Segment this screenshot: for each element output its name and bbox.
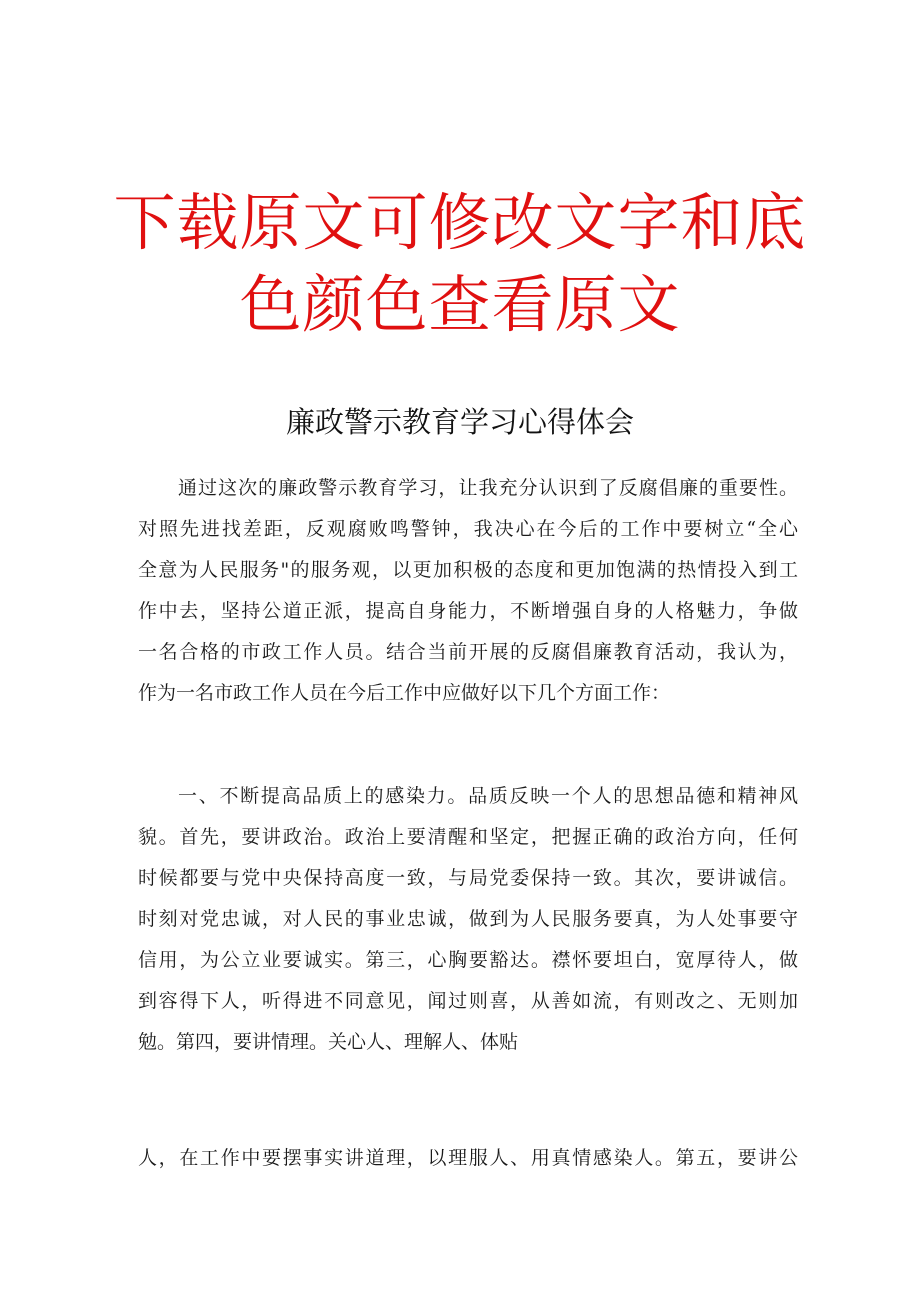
document-title: 廉政警示教育学习心得体会 (285, 405, 634, 439)
paragraph-line: 作中去，坚持公道正派，提高自身能力，不断增强自身的人格魅力，争做 (138, 600, 798, 622)
paragraph-line: 一、不断提高品质上的感染力。品质反映一个人的思想品德和精神风 (178, 785, 798, 807)
paragraph-2 (138, 776, 798, 1063)
download-banner[interactable] (0, 182, 920, 346)
paragraph-line: 通过这次的廉政警示教育学习，让我充分认识到了反腐倡廉的重要性。 (178, 477, 798, 499)
banner-line-1[interactable]: 下载原文可修改文字和底 (113, 186, 807, 259)
paragraph-line: 时候都要与党中央保持高度一致，与局党委保持一致。其次，要讲诚信。 (138, 867, 798, 889)
paragraph-line: 一名合格的市政工作人员。结合当前开展的反腐倡廉教育活动，我认为， (138, 641, 798, 663)
paragraph-line: 全意为人民服务"的服务观，以更加积极的态度和更加饱满的热情投入到工 (138, 559, 798, 581)
paragraph-line: 貌。首先，要讲政治。政治上要清醒和坚定，把握正确的政治方向，任何 (138, 826, 798, 848)
paragraph-1 (138, 468, 798, 714)
paragraph-3 (138, 1138, 798, 1179)
paragraph-line: 时刻对党忠诚，对人民的事业忠诚，做到为人民服务要真，为人处事要守 (138, 908, 798, 930)
banner-line-2[interactable]: 色颜色查看原文 (239, 268, 681, 341)
paragraph-line: 到容得下人，听得进不同意见，闻过则喜，从善如流，有则改之、无则加 (138, 990, 798, 1012)
paragraph-line: 信用，为公立业要诚实。第三，心胸要豁达。襟怀要坦白，宽厚待人，做 (138, 949, 798, 971)
paragraph-line: 作为一名市政工作人员在今后工作中应做好以下几个方面工作： (138, 682, 671, 704)
paragraph-line: 勉。第四，要讲情理。关心人、理解人、体贴 (138, 1031, 519, 1053)
paragraph-line: 人，在工作中要摆事实讲道理，以理服人、用真情感染人。第五，要讲公 (138, 1147, 798, 1169)
paragraph-line: 对照先进找差距，反观腐败鸣警钟，我决心在今后的工作中要树立“全心 (138, 518, 798, 540)
